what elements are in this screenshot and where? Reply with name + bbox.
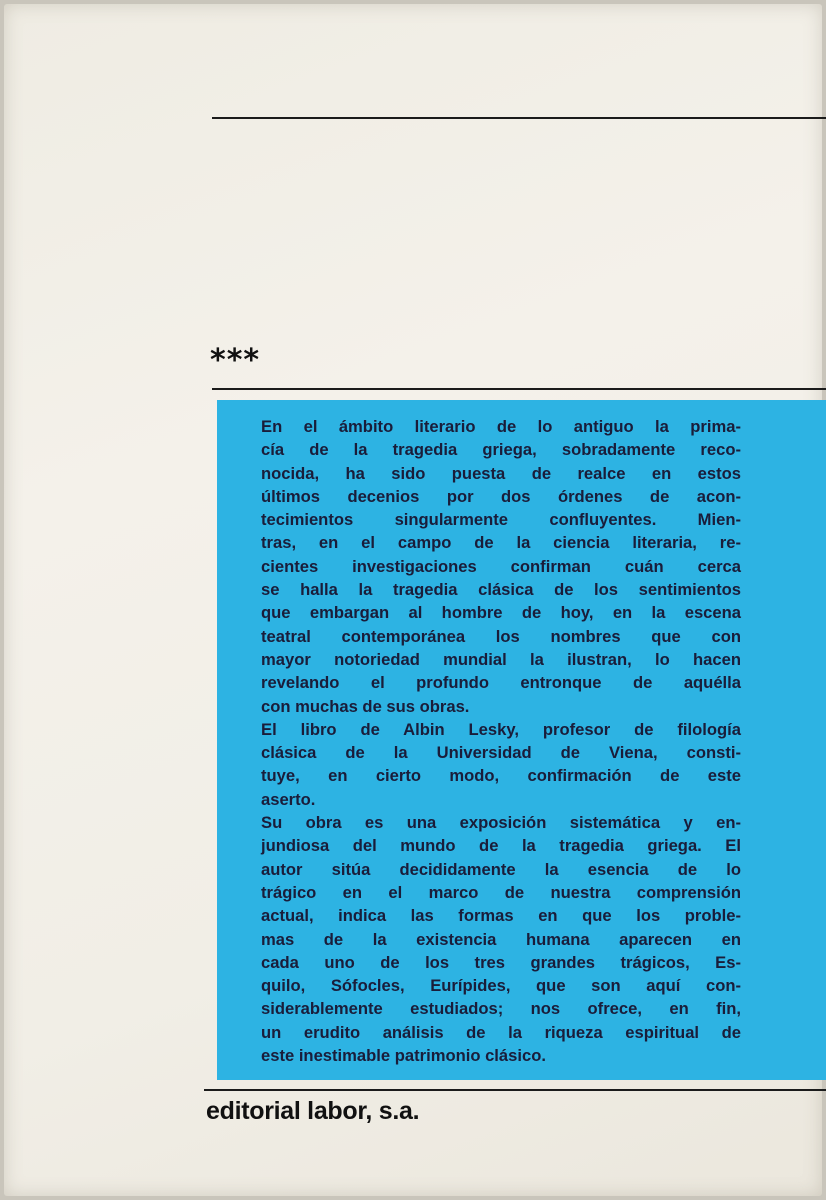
blurb-line: mayor notoriedad mundial la ilustran, lo hacen bbox=[261, 649, 741, 669]
blurb-line: clásica de la Universidad de Viena, consti- bbox=[261, 743, 741, 763]
blurb-line: tecimientos singularmente confluyentes. Mien- bbox=[261, 510, 741, 530]
blurb-line: Su obra es una exposición sistemática y en- bbox=[261, 813, 741, 833]
blurb-line: cía de la tragedia griega, sobradamente reco- bbox=[261, 440, 741, 460]
middle-rule bbox=[212, 388, 826, 390]
blurb-line: revelando el profundo entronque de aquélla bbox=[261, 673, 741, 693]
book-back-cover bbox=[4, 4, 822, 1196]
blurb-line: se halla la tragedia clásica de los sentimientos bbox=[261, 580, 741, 600]
blurb-line: mas de la existencia humana aparecen en bbox=[261, 929, 741, 949]
blurb-line: cada uno de los tres grandes trágicos, Es- bbox=[261, 952, 741, 972]
blurb-line: teatral contemporánea los nombres que con bbox=[261, 626, 741, 646]
blurb-text bbox=[261, 415, 741, 1067]
blurb-line: trágico en el marco de nuestra comprensión bbox=[261, 882, 741, 902]
blurb-line: autor sitúa decididamente la esencia de lo bbox=[261, 859, 741, 879]
blurb-line: últimos decenios por dos órdenes de acon- bbox=[261, 486, 741, 506]
blurb-line: jundiosa del mundo de la tragedia griega. El bbox=[261, 836, 741, 856]
top-rule bbox=[212, 117, 826, 119]
blurb-line: El libro de Albin Lesky, profesor de filología bbox=[261, 719, 741, 739]
bottom-rule bbox=[204, 1089, 826, 1091]
blurb-line: tras, en el campo de la ciencia literaria, re- bbox=[261, 533, 741, 553]
blurb-line: tuye, en cierto modo, confirmación de este bbox=[261, 766, 741, 786]
blurb-line: nocida, ha sido puesta de realce en estos bbox=[261, 463, 741, 483]
blurb-line: este inestimable patrimonio clásico. bbox=[261, 1046, 546, 1066]
blurb-line: siderablemente estudiados; nos ofrece, en fin, bbox=[261, 999, 741, 1019]
blurb-line: En el ámbito literario de lo antiguo la prima- bbox=[261, 417, 741, 436]
blurb-line: con muchas de sus obras. bbox=[261, 696, 470, 716]
blurb-line: un erudito análisis de la riqueza espiritual de bbox=[261, 1022, 741, 1042]
blurb-line: cientes investigaciones confirman cuán cerca bbox=[261, 556, 741, 576]
blurb-line: que embargan al hombre de hoy, en la escena bbox=[261, 603, 741, 623]
blurb-line: actual, indica las formas en que los proble- bbox=[261, 906, 741, 926]
blurb-line: quilo, Sófocles, Eurípides, que son aquí con- bbox=[261, 976, 741, 996]
publisher-name: editorial labor, s.a. bbox=[206, 1097, 420, 1125]
blurb-line: aserto. bbox=[261, 789, 316, 809]
ornament-asterisks: *** bbox=[210, 343, 261, 378]
